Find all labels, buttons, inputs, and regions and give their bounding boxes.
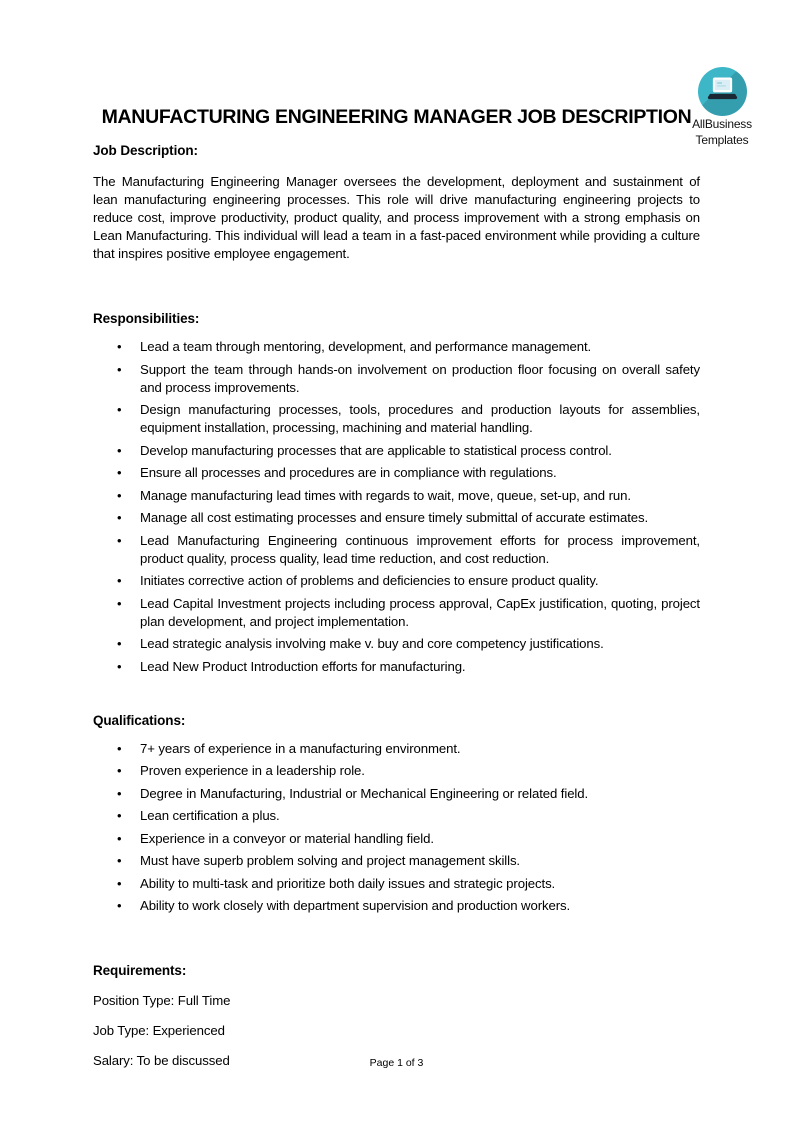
qualifications-list (93, 740, 700, 916)
job-description-paragraph: The Manufacturing Engineering Manager oversees the development, deployment and sustainment of lean manufacturing engineering processes. This role will drive manufacturing engineering projects to reduce cost, improve productivity, product quality, and process improvement with a strong emphasis on Lean Manufacturing. This individual will lead a team in a fast-paced environment while providing a culture that inspires positive employee engagement. (93, 174, 700, 261)
requirement-salary: Salary: To be discussed (93, 1053, 230, 1068)
list-item: • Initiates corrective action of problems and deficiencies to ensure product quality. (93, 572, 700, 590)
list-item: • Manage manufacturing lead times with regards to wait, move, queue, set-up, and run. (93, 487, 700, 505)
logo-text-line2: Templates (695, 132, 749, 147)
responsibilities-list (93, 338, 700, 676)
logo-circle (698, 67, 747, 116)
logo-text-line1: AllBusiness (692, 117, 752, 131)
list-item: • Proven experience in a leadership role. (93, 762, 700, 780)
list-item: • Lead strategic analysis involving make v. buy and core competency justifications. (93, 635, 700, 653)
list-item: • Develop manufacturing processes that are applicable to statistical process control. (93, 442, 700, 460)
requirement-job-type: Job Type: Experienced (93, 1023, 225, 1038)
list-item: • Lead Manufacturing Engineering continuous improvement efforts for process improvement, product quality, process quality, lead time reduction, and cost reduction. (93, 532, 700, 568)
list-item: • Ensure all processes and procedures are in compliance with regulations. (93, 464, 700, 482)
page-number: Page 1 of 3 (369, 1057, 424, 1069)
list-item: • Degree in Manufacturing, Industrial or Mechanical Engineering or related field. (93, 785, 700, 803)
requirement-position-type: Position Type: Full Time (93, 993, 231, 1008)
list-item: • Lead Capital Investment projects including process approval, CapEx justification, quoting, project plan development, and project implementation. (93, 595, 700, 631)
document-body (93, 0, 700, 1070)
page-title: MANUFACTURING ENGINEERING MANAGER JOB DESCRIPTION (101, 106, 692, 128)
section-heading-qualifications: Qualifications: (93, 712, 186, 728)
list-item: • Lead a team through mentoring, development, and performance management. (93, 338, 700, 356)
list-item: • Lean certification a plus. (93, 807, 700, 825)
list-item: • Experience in a conveyor or material handling field. (93, 830, 700, 848)
list-item: • Lead New Product Introduction efforts for manufacturing. (93, 658, 700, 676)
section-heading-responsibilities: Responsibilities: (93, 311, 200, 326)
list-item: • Must have superb problem solving and project management skills. (93, 852, 700, 870)
list-item: • Manage all cost estimating processes and ensure timely submittal of accurate estimates. (93, 509, 700, 527)
list-item: • 7+ years of experience in a manufacturing environment. (93, 740, 700, 758)
section-heading-job-description: Job Description: (93, 143, 198, 158)
list-item: • Support the team through hands-on involvement on production floor focusing on overall safety and process improvements. (93, 361, 700, 397)
list-item: • Ability to multi-task and prioritize both daily issues and strategic projects. (93, 875, 700, 893)
list-item: • Design manufacturing processes, tools, procedures and production layouts for assemblies, equipment installation, processing, machining and material handling. (93, 401, 700, 437)
list-item: • Ability to work closely with department supervision and production workers. (93, 897, 700, 915)
section-heading-requirements: Requirements: (93, 963, 187, 978)
